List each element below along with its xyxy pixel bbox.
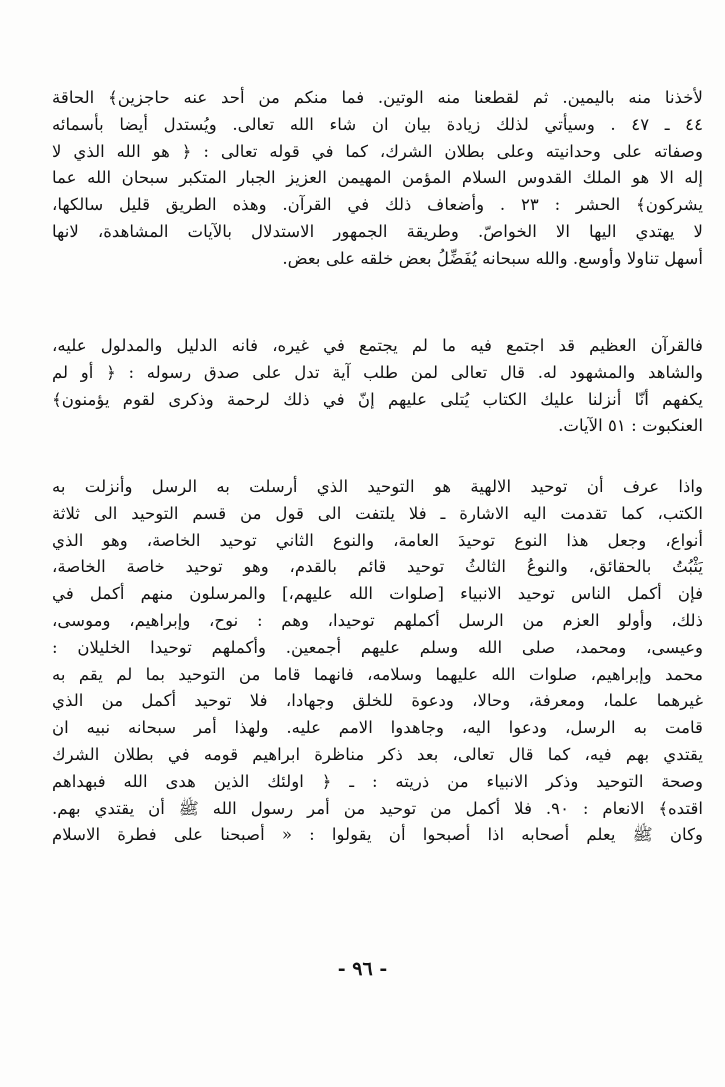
paragraph-1 [52, 85, 703, 273]
paragraph-3 [52, 474, 703, 849]
text-line: وصحة التوحيد وذكر الانبياء من ذريته : ـ ﴿ اولئك الذين هدى الله فبهداهم [52, 771, 703, 791]
text-line: لأخذنا منه باليمين. ثم لقطعنا منه الوتين. فما منكم من أحد عنه حاجزين﴾ الحاقة [52, 88, 703, 107]
text-line: يشركون﴾ الحشر : ٢٣ . وأضعاف ذلك في القرآن. وهذه الطريق قليل سالكها، [52, 195, 703, 215]
text-line: العنكبوت : ٥١ الآيات. [558, 416, 703, 436]
text-line: لا يهتدي اليها الا الخواصّ. وطريقة الجمهور الاستدلال بالآيات المشاهدة، لانها [52, 221, 703, 241]
text-line: وعيسى، ومحمد، صلى الله وسلم عليهم أجمعين. وأكملهم توحيدا الخليلان : [52, 637, 703, 657]
text-line: الكتب، كما تقدمت اليه الاشارة ـ فلا يلتفت الى قول من قسم التوحيد الى ثلاثة [52, 503, 703, 523]
paragraph-2 [52, 333, 703, 440]
text-line: وكان ﷺ يعلم أصحابه اذا أصبحوا أن يقولوا : « أصبحنا على فطرة الاسلام [52, 825, 703, 845]
text-line: وصفاته على وحدانيته وعلى بطلان الشرك، كما في قوله تعالى : ﴿ هو الله الذي لا [52, 141, 703, 161]
text-line: يكفهم أنّا أنزلنا عليك الكتاب يُتلى عليهم إنّ في ذلك لرحمة وذكرى لقوم يؤمنون﴾ [52, 389, 703, 409]
text-line: يقتدي بهم فيه، كما قال تعالى، بعد ذكر مناظرة ابراهيم قومه في بطلان الشرك [52, 744, 703, 764]
text-line: محمد وإبراهيم، صلوات الله عليهما وسلامه، فانهما قاما من التوحيد بما لم يقم به [52, 664, 703, 684]
text-line: فالقرآن العظيم قد اجتمع فيه ما لم يجتمع في غيره، فانه الدليل والمدلول عليه، [52, 336, 703, 355]
text-line: أنواع، وجعل هذا النوع توحيدَ العامة، والنوع الثاني توحيد الخاصة، وهو الذي [52, 530, 703, 550]
text-line: فإن أكمل الناس توحيد الانبياء [صلوات الله عليهم،] والمرسلون منهم أكمل في [52, 584, 703, 604]
text-line: يَثْبُتُ بالحقائق، والنوعُ الثالثُ توحيد قائم بالقدم، وهو توحيد خاصة الخاصة، [52, 557, 703, 577]
text-line: ذلك، وأولو العزم من الرسل أكملهم توحيدا، وهم : نوح، وإبراهيم، وموسى، [52, 610, 703, 630]
text-line: غيرهما علما، ومعرفة، وحالا، ودعوة للخلق وجهادا، فلا توحيد أكمل من الذي [52, 691, 703, 711]
text-line: والشاهد والمشهود له. قال تعالى لمن طلب آية تدل على صدق رسوله : ﴿ أو لم [52, 362, 703, 382]
text-line: إله الا هو الملك القدوس السلام المؤمن المهيمن العزيز الجبار المتكبر سبحان الله عما [52, 168, 703, 188]
page-number: - ٩٦ - [337, 958, 388, 980]
text-line: واذا عرف أن توحيد الالهية هو التوحيد الذي أرسلت به الرسل وأنزلت به [52, 477, 703, 496]
text-line: قامت به الرسل، ودعوا اليه، وجاهدوا الامم عليه. ولهذا أمر سبحانه نبيه ان [52, 718, 703, 738]
text-line: أسهل تناولا وأوسع. والله سبحانه يُفَضِّلُ بعض خلقه على بعض. [282, 248, 703, 268]
text-line: ٤٤ ـ ٤٧ . وسيأتي لذلك زيادة بيان ان شاء الله تعالى. ويُستدل أيضا بأسمائه [52, 114, 703, 134]
text-line: اقتده﴾ الانعام : ٩٠. فلا أكمل من توحيد من أمر رسول الله ﷺ أن يقتدي بهم. [52, 798, 703, 818]
